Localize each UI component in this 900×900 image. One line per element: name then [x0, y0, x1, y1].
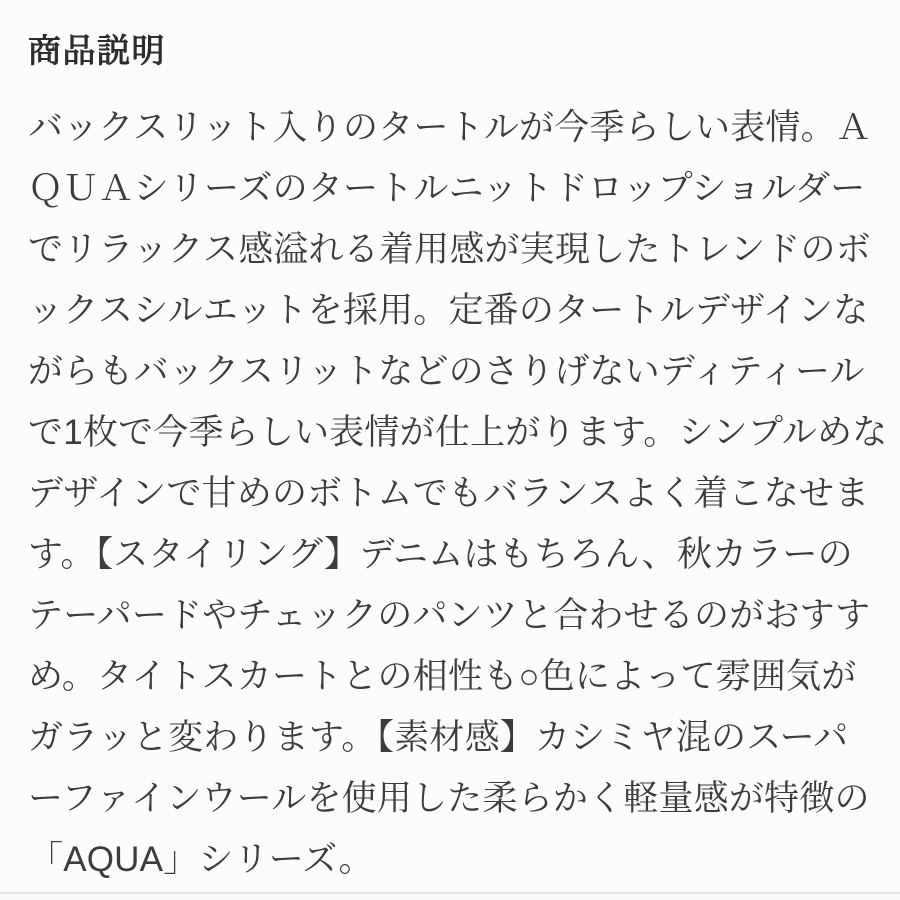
description-text — [28, 97, 888, 890]
next-section-edge — [0, 894, 900, 900]
description-line: でリラックス感溢れる着用感が実現したトレンドのボ — [28, 230, 871, 269]
description-line: 「AQUA」シリーズ。 — [28, 840, 374, 879]
description-line: す。【スタイリング】デニムはもちろん、秋カラーの — [28, 535, 853, 574]
description-line: ーファインウールを使用した柔らかく軽量感が特徴の — [28, 779, 870, 818]
description-line: め。タイトスカートとの相性も○色によって雰囲気が — [28, 657, 857, 696]
description-line: ＱＵＡシリーズのタートルニットドロップショルダー — [28, 169, 866, 208]
description-line: がらもバックスリットなどのさりげないディティール — [28, 352, 865, 391]
description-line: で1枚で今季らしい表情が仕上がります。シンプルめな — [28, 413, 888, 452]
description-line: テーパードやチェックのパンツと合わせるのがおすす — [28, 596, 871, 635]
product-description-section — [28, 30, 888, 890]
description-line: バックスリット入りのタートルが今季らしい表情。Ａ — [28, 108, 872, 147]
description-line: ックスシルエットを採用。定番のタートルデザインな — [28, 291, 869, 330]
section-title: 商品説明 — [28, 32, 166, 69]
description-line: デザインで甘めのボトムでもバランスよく着こなせま — [28, 474, 870, 513]
description-line: ガラッと変わります。【素材感】カシミヤ混のスーパ — [28, 718, 849, 757]
